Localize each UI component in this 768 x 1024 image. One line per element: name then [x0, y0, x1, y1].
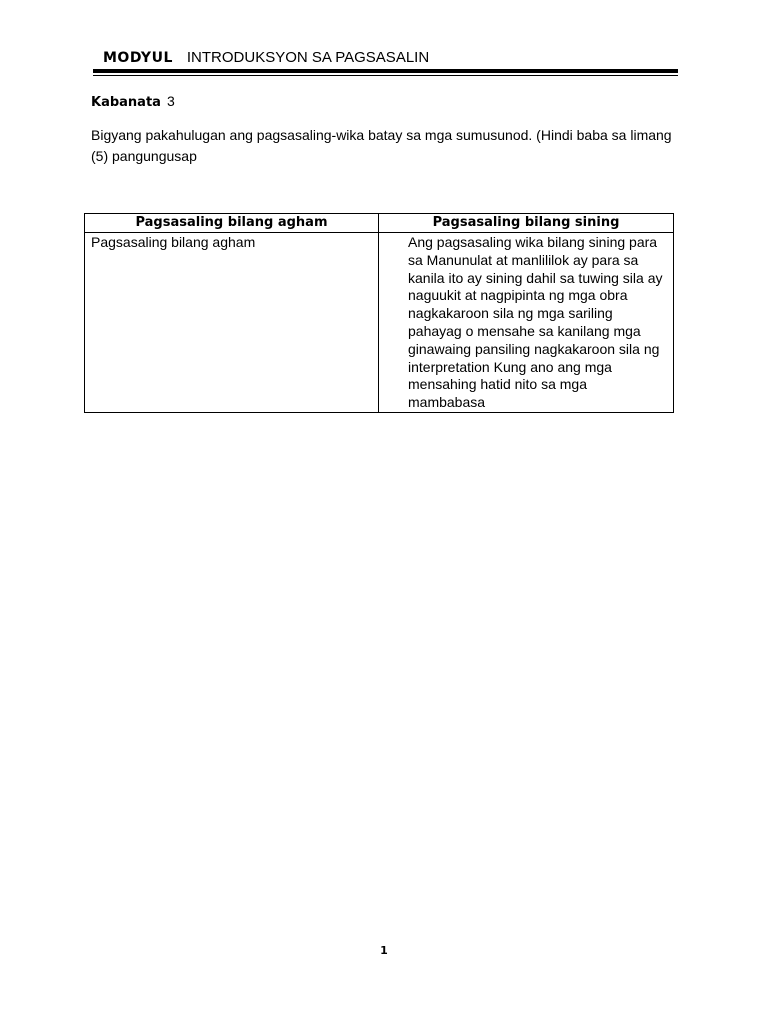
table-row — [85, 233, 674, 413]
page-number: 1 — [380, 944, 388, 957]
answer-table — [84, 213, 674, 413]
chapter-heading — [91, 92, 175, 112]
table-header-row — [85, 214, 674, 233]
header-rule-thick — [93, 69, 678, 73]
header-rule-thin — [93, 75, 678, 76]
module-title: INTRODUKSYON SA PAGSASALIN — [186, 49, 430, 66]
page-header — [103, 48, 678, 68]
module-label: MODYUL — [103, 50, 173, 66]
header-art: Pagsasaling bilang sining — [379, 214, 674, 233]
chapter-number: 3 — [166, 93, 175, 109]
cell-science: Pagsasaling bilang agham — [85, 233, 379, 413]
header-science: Pagsasaling bilang agham — [85, 214, 379, 233]
chapter-label: Kabanata — [91, 95, 161, 110]
cell-art: Ang pagsasaling wika bilang sining para sa Manunulat at manlililok ay para sa kanila ito ay sining dahil sa tuwing sila ay naguukit at nagpipinta ng mga obra nagkakaroon sila ng mga sariling pahayag o mensahe sa kanilang mga ginawaing pansiling nagkakaroon sila ng interpretation Kung ano ang mga mensahing hatid nito sa mga mambabasa — [379, 233, 674, 413]
instructions-text: Bigyang pakahulugan ang pagsasaling-wika batay sa mga sumusunod. (Hindi baba sa limang (5) pangungusap — [91, 127, 672, 164]
